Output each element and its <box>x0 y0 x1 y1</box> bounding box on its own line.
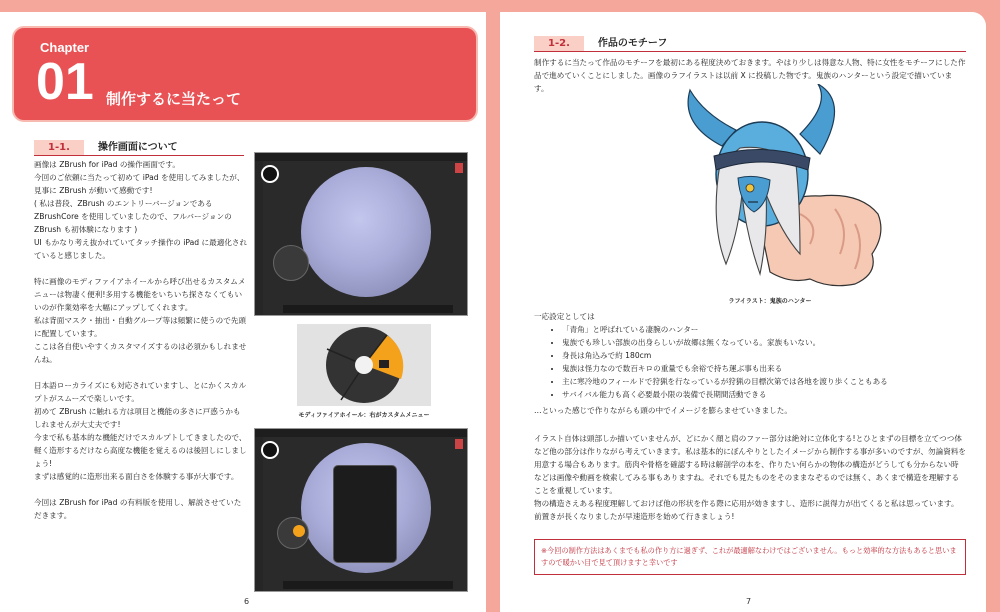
paragraph: 特に画像のモディファイアホイールから呼び出せるカスタムメニューは物凄く便利!多用する機能をいちいち探さなくてもいいのが作業効率を大幅にアップしてくれます。 <box>34 277 246 312</box>
brush-preview-icon <box>261 441 279 459</box>
section-title: 操作画面について <box>97 142 178 153</box>
section-heading-1-1 <box>34 138 244 154</box>
list-item: • 「青角」と呼ばれている凄腕のハンター <box>562 323 982 336</box>
paragraph: 私は背面マスク・抽出・自動グループ等は頻繁に使うので先頭に配置しています。 <box>34 316 247 338</box>
list-item: • 主に寒冷地のフィールドで狩猟を行なっているが狩猟の目標次第では各地を渡り歩くこともある <box>562 375 982 388</box>
notice-box: ※今回の制作方法はあくまでも私の作り方に過ぎず、これが最適解なわけではございません。もっと効率的な方法もあると思いますので暖かい目で見て頂けますと幸いです <box>534 539 966 575</box>
paragraph: 物の構造さえある程度理解しておけば他の形状を作る際に応用が効きますし、造形に説得力が出てくると私は思っています。 <box>534 499 959 508</box>
paragraph: ここは各自使いやすくカスタマイズするのは必須かもしれませんね。 <box>34 342 247 364</box>
paragraph: 日本語ローカライズにも対応されていますし、とにかくスカルプトがスムーズで楽しいです。 <box>34 381 247 403</box>
custom-menu-icon <box>293 525 305 537</box>
modifier-wheel-graphic <box>297 324 431 406</box>
after-list-text: …といった感じで作りながらも頭の中でイメージを膨らませていきました。 <box>534 406 792 415</box>
modifier-wheel-image <box>297 324 431 406</box>
intro-text: 制作するに当たって作品のモチーフを最初にある程度決めておきます。やはり少しは得意な人物、特に女性をモチーフにした作品で進めていくことにしました。画像のラフイラストは以前 X に投稿した物です。鬼族のハンターという設定で描いています。 <box>534 58 966 93</box>
paragraph: 今回のご依頼に当たって初めて iPad を使用してみましたが、見事に ZBrush が動いて感動です! <box>34 173 245 195</box>
left-page <box>0 12 486 612</box>
paragraph: 画像は ZBrush for iPad の操作画面です。 <box>34 160 180 169</box>
list-item: • 身長は角込みで約 180cm <box>562 349 982 362</box>
image-caption: モディファイアホイール：右がカスタムメニュー <box>298 412 430 419</box>
section-title: 作品のモチーフ <box>597 38 668 49</box>
paragraph: まずは感覚的に造形出来る面白さを体験する事が大事です。 <box>34 472 239 481</box>
illustration-caption: ラフイラスト：鬼族のハンター <box>728 298 812 305</box>
custom-menu-panel <box>333 465 397 563</box>
modifier-wheel-icon <box>273 245 309 281</box>
right-body-text <box>534 432 966 523</box>
list-item: • 鬼族でも珍しい部族の出身らしいが故郷は無くなっている。家族もいない。 <box>562 336 982 349</box>
toolbar <box>255 429 467 437</box>
paragraph: イラスト自体は頭部しか描いていませんが、どにかく顔と肩のファー部分は絶対に立体化する!とひとまずの目標を立てつつ体など他の部分は作りながら考えていきます。私は基本的にぼんやりとしたイメージから制作する事が多いのですが、勿論資料を用意する場合もあります。筋肉や骨格を確認する時は解剖学の本を、作りたい何らかの物体の構造がどうしても分からない時などは画像や動画を検索してみる事もありますね。それでも見たものをそのままなぞるのでは無く、あくまで構造を理解することを重視しています。 <box>534 434 967 495</box>
zbrush-screenshot-2 <box>254 428 468 592</box>
paragraph: ( 私は普段、ZBrush のエントリーバージョンである ZBrushCore を使用していましたので、フルバージョンの ZBrush も初体験になります ) <box>34 199 232 234</box>
sculpt-sphere <box>301 167 431 297</box>
zbrush-screenshot-1 <box>254 152 468 316</box>
page-number: 7 <box>746 597 752 606</box>
section-number: 1-2. <box>534 36 584 52</box>
demon-hunter-illustration <box>650 84 890 294</box>
list-item: • サバイバル能力も高く必要最小限の装備で長期間活動できる <box>562 388 982 401</box>
section-number: 1-1. <box>34 140 84 156</box>
paragraph: 今まで私も基本的な機能だけでスカルプトしてきましたので、軽く造形するだけなら高度な機能を覚えるのは後回しにしましょう! <box>34 433 247 468</box>
paragraph: 初めて ZBrush に触れる方は項目と機能の多さに戸惑うかもしれませんが大丈夫です! <box>34 407 241 429</box>
page-number: 6 <box>244 597 250 606</box>
bottom-toolbar <box>283 581 453 589</box>
brush-preview-icon <box>261 165 279 183</box>
chapter-number: 01 <box>36 53 94 111</box>
rough-illustration <box>650 84 890 294</box>
material-icon <box>455 439 463 449</box>
section-rule <box>34 155 244 156</box>
chapter-label: Chapter <box>40 40 90 55</box>
setting-intro: 一応設定としては <box>534 312 595 321</box>
chapter-title: 制作するに当たって <box>106 90 242 108</box>
section-rule <box>534 51 966 52</box>
bottom-toolbar <box>283 305 453 313</box>
paragraph: UI もかなり考え抜かれていてタッチ操作の iPad に最適化されていると感じました。 <box>34 238 248 260</box>
left-tool-strip <box>255 161 263 315</box>
paragraph: 今回は ZBrush for iPad の有料版を使用し、解説させていただきます。 <box>34 498 242 520</box>
section-heading-1-2 <box>534 34 966 50</box>
setting-list <box>544 323 982 401</box>
paragraph: 前置きが長くなりましたが早速造形を始めて行きましょう! <box>534 512 735 521</box>
left-tool-strip <box>255 437 263 591</box>
chapter-header <box>12 26 478 122</box>
toolbar <box>255 153 467 161</box>
right-page <box>500 12 986 612</box>
list-item: • 鬼族は怪力なので数百キロの重量でも余裕で持ち運ぶ事も出来る <box>562 362 982 375</box>
left-body-text <box>34 158 248 522</box>
material-icon <box>455 163 463 173</box>
